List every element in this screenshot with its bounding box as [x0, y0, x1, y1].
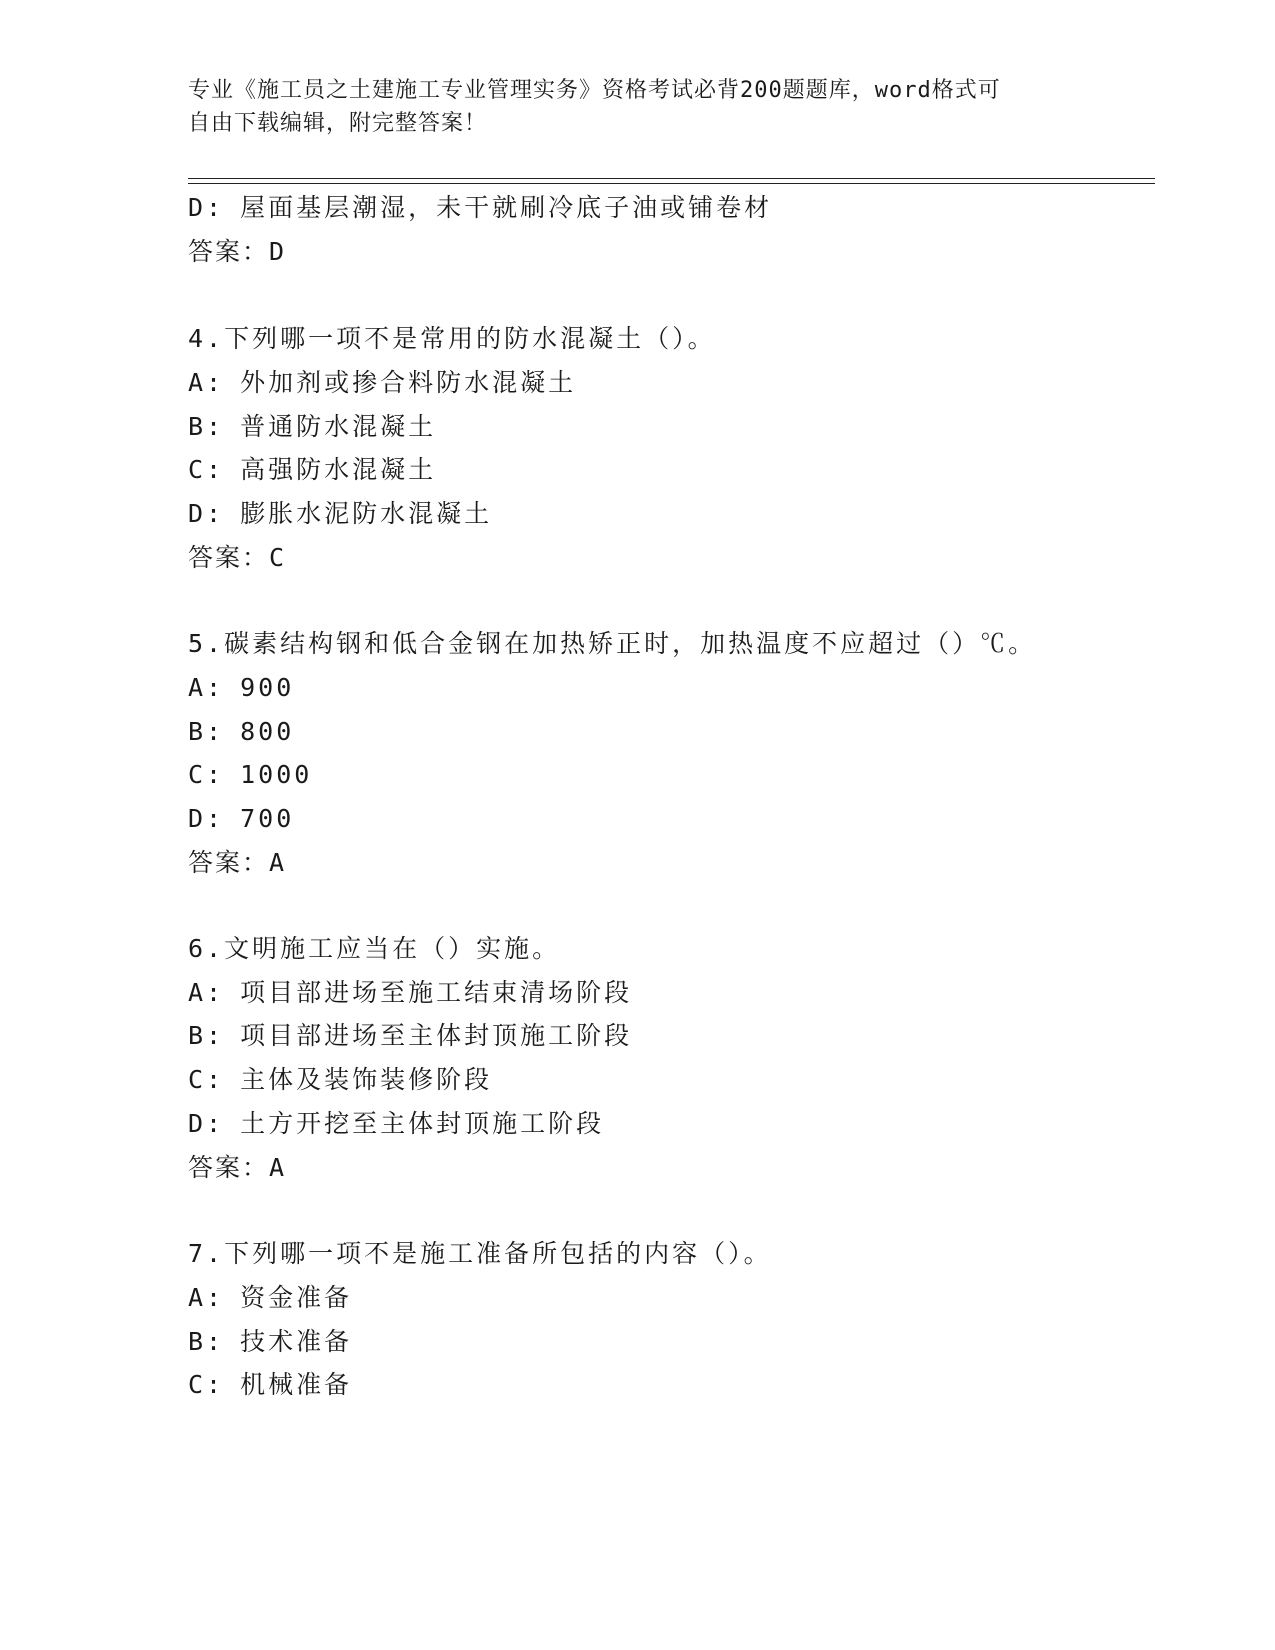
option-letter: B: [188, 1021, 225, 1050]
option-b [188, 411, 436, 443]
option-d [188, 803, 294, 835]
document-header [188, 74, 1088, 140]
option-text: 700 [240, 804, 295, 833]
option-a [188, 1282, 352, 1314]
option-text: 普通防水混凝土 [240, 412, 437, 441]
header-line-2: 自由下载编辑，附完整答案！ [188, 111, 488, 136]
option-letter: D: [188, 804, 225, 833]
option-b [188, 1020, 632, 1052]
option-text: 技术准备 [240, 1327, 353, 1356]
option-text: 资金准备 [240, 1283, 353, 1312]
option-letter: B: [188, 717, 225, 746]
option-b [188, 1326, 352, 1358]
answer-line: 答案：C [188, 543, 287, 572]
option-letter: D: [188, 193, 225, 222]
header-rule-bottom [188, 183, 1155, 184]
option-letter: C: [188, 1370, 225, 1399]
option-text: 1000 [240, 760, 313, 789]
option-text: 高强防水混凝土 [240, 455, 437, 484]
option-letter: D: [188, 1109, 225, 1138]
option-text: 外加剂或掺合料防水混凝土 [240, 368, 577, 397]
option-text: 800 [240, 717, 295, 746]
question-stem: 6.文明施工应当在（）实施。 [188, 934, 561, 963]
option-d [188, 192, 772, 224]
option-a [188, 672, 294, 704]
header-rule-top [188, 178, 1155, 179]
option-text: 机械准备 [240, 1370, 353, 1399]
option-c [188, 1369, 352, 1401]
option-text: 土方开挖至主体封顶施工阶段 [240, 1109, 605, 1138]
answer-line: 答案：A [188, 848, 287, 877]
option-letter: D: [188, 499, 225, 528]
option-letter: B: [188, 1327, 225, 1356]
option-d [188, 1108, 604, 1140]
option-letter: A: [188, 673, 225, 702]
option-text: 主体及装饰装修阶段 [240, 1065, 493, 1094]
question-stem: 5.碳素结构钢和低合金钢在加热矫正时，加热温度不应超过（）℃。 [188, 629, 1037, 658]
option-text: 900 [240, 673, 295, 702]
option-text: 项目部进场至施工结束清场阶段 [240, 978, 633, 1007]
question-stem: 4.下列哪一项不是常用的防水混凝土（）。 [188, 324, 716, 353]
option-letter: A: [188, 978, 225, 1007]
answer-line: 答案：A [188, 1153, 287, 1182]
option-text: 膨胀水泥防水混凝土 [240, 499, 493, 528]
question-stem: 7.下列哪一项不是施工准备所包括的内容（）。 [188, 1239, 772, 1268]
option-letter: C: [188, 1065, 225, 1094]
option-d [188, 498, 492, 530]
option-c [188, 759, 312, 791]
option-c [188, 454, 436, 486]
option-a [188, 367, 576, 399]
option-text: 项目部进场至主体封顶施工阶段 [240, 1021, 633, 1050]
option-a [188, 977, 632, 1009]
answer-line: 答案：D [188, 237, 287, 266]
option-c [188, 1064, 492, 1096]
header-line-1: 专业《施工员之土建施工专业管理实务》资格考试必背200题题库，word格式可 [188, 78, 1001, 103]
option-letter: C: [188, 455, 225, 484]
option-text: 屋面基层潮湿，未干就刷冷底子油或铺卷材 [240, 193, 773, 222]
option-letter: A: [188, 368, 225, 397]
option-letter: A: [188, 1283, 225, 1312]
option-b [188, 716, 294, 748]
option-letter: B: [188, 412, 225, 441]
option-letter: C: [188, 760, 225, 789]
